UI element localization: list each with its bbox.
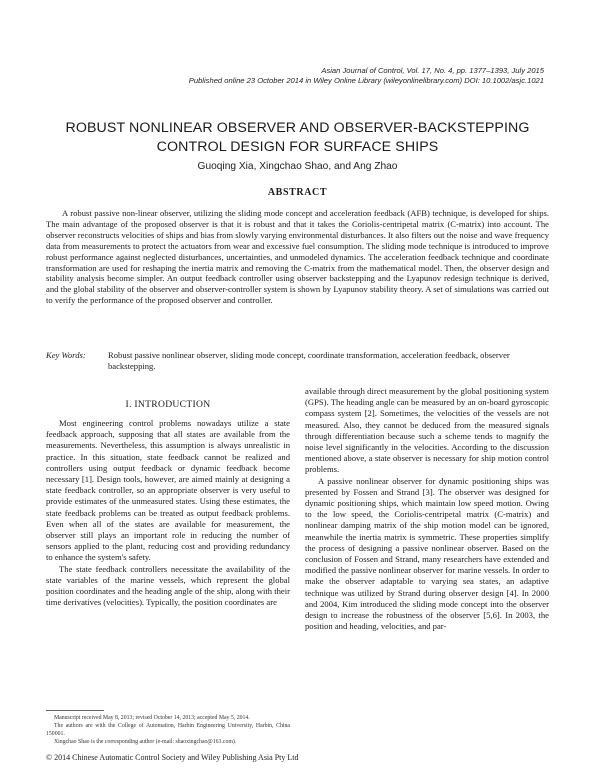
journal-citation: Asian Journal of Control, Vol. 17, No. 4, pp. 1377–1393, July 2015 bbox=[321, 66, 544, 75]
body-paragraph: Most engineering control problems nowadays utilize a state feedback approach, supposing that all states are available from the measurements. Nevertheless, this assumption is always unrealistic in practice. In this situation, state feedback cannot be realized and controllers using output feedback or dynamic feedback become necessary [1]. Design tools, however, are aimed mainly at designing a state feedback controller, so an appropriate observer is very useful to provide estimates of the unmeasured states. Using these estimates, the state feedback problems can be treated as output feedback problems. Even when all of the states are available for measurement, the observer still plays an important role in reducing the number of sensors applied to the plant, reducing cost and providing redundancy to enhance the system's safety. bbox=[46, 418, 290, 563]
abstract-heading: ABSTRACT bbox=[267, 187, 328, 198]
footnote-divider bbox=[46, 710, 104, 711]
body-paragraph: available through direct measurement by the global positioning system (GPS). The heading angle can be measured by an on-board gyroscopic compass system [2]. Sometimes, the velocities of the vessels are not measured. Also, they cannot be deduced from the measured signals through differentiation because such a scheme tends to magnify the noise level significantly in the velocities. According to the discussion mentioned above, a state observer is necessary for ship motion control problems. bbox=[305, 386, 549, 475]
title-line-1: ROBUST NONLINEAR OBSERVER AND OBSERVER-BACKSTEPPING bbox=[65, 120, 530, 136]
author-list: Guoqing Xia, Xingchao Shao, and Ang Zhao bbox=[197, 161, 398, 172]
footnote-corresponding: Xingchao Shao is the corresponding author (e-mail: shaoxingchao@163.com). bbox=[54, 739, 237, 745]
copyright-notice: © 2014 Chinese Automatic Control Society and Wiley Publishing Asia Pty Ltd bbox=[46, 753, 299, 762]
right-column bbox=[305, 386, 549, 632]
keywords-text: Robust passive nonlinear observer, sliding mode concept, coordinate transformation, acceleration feedback, observer backstepping. bbox=[108, 350, 510, 371]
journal-header bbox=[0, 66, 544, 86]
left-column bbox=[46, 418, 290, 608]
title-line-2: CONTROL DESIGN FOR SURFACE SHIPS bbox=[156, 139, 439, 155]
keywords-label: Key Words: bbox=[46, 350, 86, 360]
abstract-text: A robust passive non-linear observer, utilizing the sliding mode concept and acceleration feedback (AFB) technique, is developed for ships. The main advantage of the proposed observer is that it is robust and that it takes the Coriolis-centripetal matrix (C-matrix) into account. The observer reconstructs velocities of ships and bias from slowly varying environmental disturbances. It also filters out the noise and wave frequency data from measurements to protect the actuators from wear and excessive fuel consumption. The sliding mode technique is introduced to improve robust performance against neglected disturbances, uncertainties, and unmodeled dynamics. The acceleration feedback technique and coordinate transformation are used for reshaping the inertia matrix and removing the C-matrix from the mathematical model. Then, the observer design and stability analysis become simpler. An output feedback controller using observer backstepping and the Lyapunov redesign technique is derived, and the global stability of the observer and observer-controller system is shown by Lyapunov stability theory. A set of simulations was carried out to verify the performance of the proposed observer and controller. bbox=[46, 208, 549, 306]
section-heading-introduction: I. INTRODUCTION bbox=[125, 399, 211, 410]
body-paragraph: The state feedback controllers necessitate the availability of the state variables of the marine vessels, which represent the global position coordinates and the heading angle of the ship, along with their time derivatives (velocities). Typically, the position coordinates are bbox=[46, 563, 290, 608]
publication-info: Published online 23 October 2014 in Wiley Online Library (wileyonlinelibrary.com) DOI: 10.1002/asjc.1021 bbox=[188, 76, 544, 85]
footnote-received: Manuscript received May 8, 2013; revised October 14, 2013; accepted May 5, 2014. bbox=[54, 715, 250, 721]
body-paragraph: A passive nonlinear observer for dynamic positioning ships was presented by Fossen and Strand [3]. The observer was designed for dynamic positioning ships, which maintain low speed motion. Owing to the low speed, the Coriolis-centripetal matrix (C-matrix) and nonlinear damping matrix of the ship motion model can be ignored, meanwhile the inertia matrix is symmetric. These properties simplify the process of designing a passive nonlinear observer. Based on the conclusion of Fossen and Strand, many researchers have extended and modified the passive nonlinear observer for marine vessels. In order to make the observer adaptable to varying sea states, an adaptive technique was utilized by Strand during observer design [4]. In 2000 and 2004, Kim introduced the sliding mode concept into the observer design to increase the robustness of the observer [5,6]. In 2003, the position and heading, velocities, and par- bbox=[305, 475, 549, 632]
footnote-affiliation: The authors are with the College of Automation, Harbin Engineering University, Harbin, China 150001. bbox=[46, 723, 290, 737]
footnotes bbox=[46, 714, 290, 746]
paper-title bbox=[40, 119, 555, 157]
